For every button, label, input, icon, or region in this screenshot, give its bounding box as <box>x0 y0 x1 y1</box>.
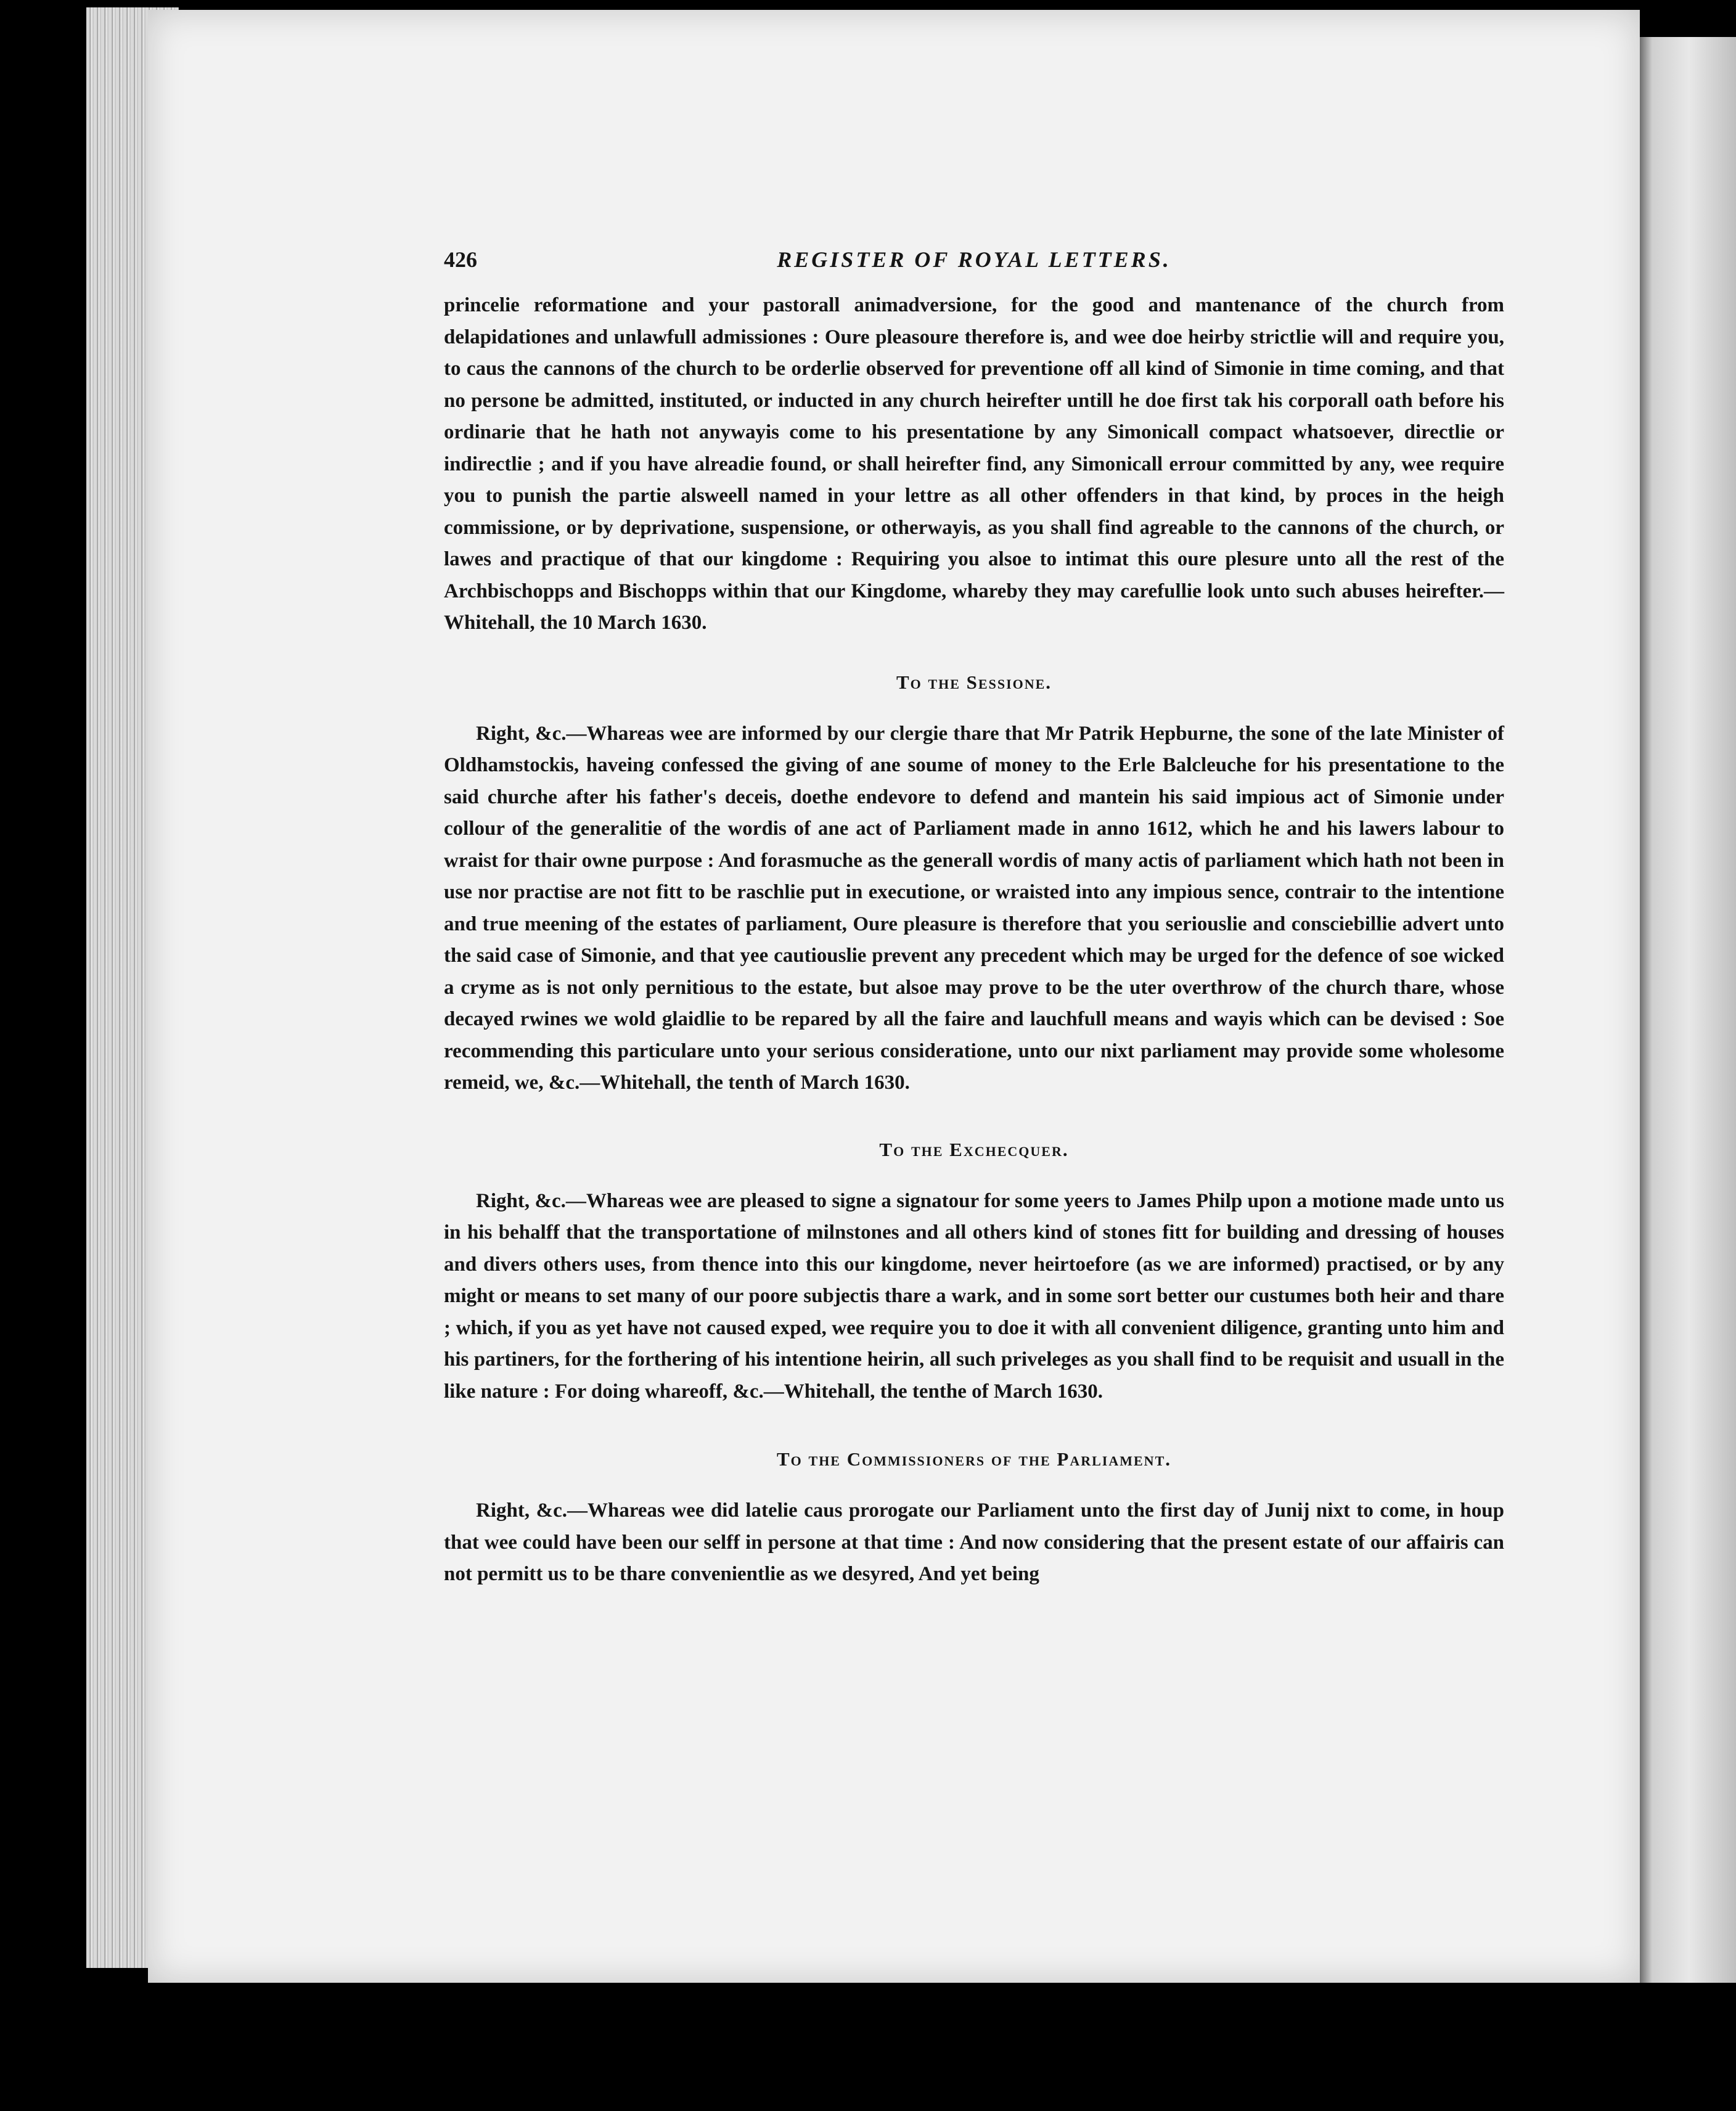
book-gutter <box>1640 37 1736 1985</box>
section-heading-commissioners: To the Commissioners of the Parliament. <box>776 1448 1171 1470</box>
paragraph-commissioners: Right, &c.—Whareas wee did latelie caus prorogate our Parliament unto the first day of Junij nixt to come, in houp that wee could have been our selff in persone at that time : And now considering that the present estate of our affairis can not permitt us to be thare convenientlie as we desyred, And yet being <box>444 1499 1504 1585</box>
scan-bottom-border <box>0 1983 1736 2111</box>
paragraph-sessione: Right, &c.—Whareas wee are informed by our clergie thare that Mr Patrik Hepburne, the sone of the late Minister of Oldhamstockis, haveing confessed the giving of ane soume of money to the Erle Balcleuche for his presentatione to the said churche after his father's deceis, doethe endevore to defend and mantein his said impious act of Simonie under collour of the generalitie of the wordis of ane act of Parliament made in anno 1612, which he and his lawers labour to wraist for thair owne purpose : And forasmuche as the generall wordis of many actis of parliament which hath not been in use nor practise are not fitt to be raschlie put in executione, or wraisted into any impious sence, contrair to the intentione and true meening of the estates of parliament, Oure pleasure is therefore that you seriouslie and consciebillie advert unto the said case of Simonie, and that yee cautiouslie prevent any precedent which may be urged for the defence of soe wicked a cryme as is not only pernitious to the estate, but alsoe may prove to be the uter overthrow of the church thare, whose decayed rwines we wold glaidlie to be repared by all the faire and lauchfull means and wayis which can be devised : Soe recommending this particulare unto your serious consideratione, unto our nixt parliament may provide some wholesome remeid, we, &c.—Whitehall, the tenth of March 1630. <box>444 722 1504 1094</box>
paragraph-exchecquer: Right, &c.—Whareas wee are pleased to signe a signatour for some yeers to James Philp upon a motione made unto us in his behalff that the transportatione of milnstones and all others kind of stones fitt for building and dressing of houses and divers others uses, from thence into this our kingdome, never heirtoefore (as we are informed) practised, or by any might or means to set many of our poore subjectis thare a wark, and in some sort better our custumes both heir and thare ; which, if you as yet have not caused exped, wee require you to doe it with all convenient diligence, granting unto him and his partiners, for the forthering of his intentione heirin, all such priveleges as you shall find to be requisit and usuall in the like nature : For doing whareoff, &c.—Whitehall, the tenthe of March 1630. <box>444 1189 1504 1403</box>
section-heading-exchecquer: To the Exchecquer. <box>879 1138 1069 1160</box>
paragraph-continuation: princelie reformatione and your pastorall animadversione, for the good and mantenance of the church from delapidationes and unlawfull admissiones : Oure pleasoure therefore is, and wee doe heirby strictlie will and require you, to caus the cannons of the church to be orderlie observed for preventione off all kind of Simonie in time coming, and that no persone be admitted, instituted, or inducted in any church heirefter untill he doe first tak his corporall oath before his ordinarie that he hath not anywayis come to his presentatione by any Simonicall compact whatsoever, directlie or indirectlie ; and if you have alreadie found, or shall heirefter find, any Simonicall errour committed by any, wee require you to punish the partie alsweell named in your lettre as all other offenders in that kind, by proces in the heigh commissione, or by deprivatione, suspensione, or otherwayis, as you shall find agreable to the cannons of the church, or lawes and practique of that our kingdome : Requiring you alsoe to intimat this oure plesure unto all the rest of the Archbischopps and Bischopps within that our Kingdome, whareby they may carefullie look unto such abuses heirefter.—Whitehall, the 10 March 1630. <box>444 294 1504 634</box>
page-content <box>444 247 1504 1591</box>
section-heading-sessione: To the Sessione. <box>896 671 1052 693</box>
page-number: 426 <box>444 247 477 272</box>
running-title: REGISTER OF ROYAL LETTERS. <box>777 247 1171 272</box>
running-head <box>444 247 1504 290</box>
